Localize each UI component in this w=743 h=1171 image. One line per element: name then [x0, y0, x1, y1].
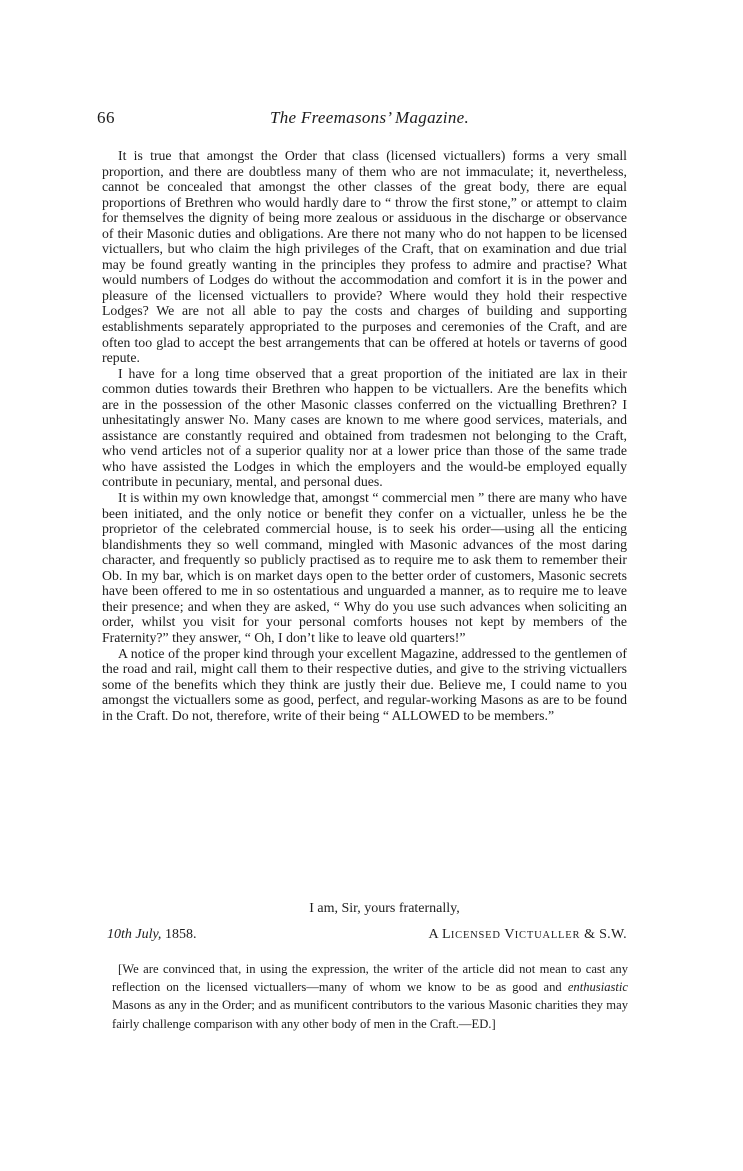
- paragraph-1: It is true that amongst the Order that class (licensed victuallers) forms a very small proportion, and there are doubtless many of them who are not immaculate; it, nevertheless, cannot be concealed that amongst the other classes of the great body, there are equal proportions of Brethren who would hardly dare to “ throw the first stone,” or attempt to claim for themselves the dignity of being more zealous or assiduous in the discharge or observance of their Masonic duties and obligations. Are there not many who do not happen to be licensed victuallers, but who claim the high privileges of the Craft, that on examination and due trial may be found greatly wanting in the principles they profess to admire and practise? What would numbers of Lodges do without the accommodation and comfort it is in the power and pleasure of the licensed victuallers to provide? Where would they hold their respective Lodges? We are not all able to pay the costs and charges of building and supporting establishments separately appropriated to the purposes and ceremonies of the Craft, and are often too glad to accept the best arrangements that can be offered at hotels or taverns of good repute.: [102, 148, 627, 366]
- running-head: [97, 108, 642, 134]
- signature-rest: & S.W.: [580, 927, 627, 942]
- signature-small-caps-1: ICENSED: [450, 930, 501, 941]
- paragraph-4: A notice of the proper kind through your excellent Magazine, addressed to the gentlemen of the road and rail, might call them to their respective duties, and give to the striving victuallers some of the benefits which they think are justly their due. Believe me, I could name to you amongst the victuallers some as good, perfect, and regular-working Masons as are to be found in the Craft. Do not, therefore, write of their being “ ALLOWED to be members.”: [102, 645, 627, 723]
- editor-note-text-2: Masons as any in the Order; and as munificent contributors to the various Masonic charities they may fairly challenge comparison with any other body of men in the Craft.—ED.]: [112, 998, 628, 1031]
- signature-v: V: [500, 927, 515, 942]
- page-number: 66: [97, 108, 115, 127]
- salutation: I am, Sir, yours fraternally,: [309, 901, 460, 916]
- letter-body: [102, 148, 627, 723]
- letter-closing: [102, 901, 627, 945]
- editor-note: [112, 960, 628, 1033]
- signature-small-caps-2: ICTUALLER: [514, 930, 581, 941]
- paragraph-3: It is within my own knowledge that, amongst “ commercial men ” there are many who have been initiated, and the only notice or benefit they confer on a victualler, unless he be the proprietor of the celebrated commercial house, is to seek his order—using all the enticing blandishments they so well command, mingled with Masonic advances of the most daring character, and frequently so publicly practised as to require me to ask them to remember their Ob. In my bar, which is on market days open to the better order of customers, Masonic secrets have been offered to me in so ostentatious and unguarded a manner, as to require me to leave their presence; and when they are asked, “ Why do you use such advances when soliciting an order, whilst you visit for your personal comforts houses not kept by members of the Fraternity?” they answer, “ Oh, I don’t like to leave old quarters!”: [102, 490, 627, 645]
- editor-note-italic: enthusiastic: [567, 980, 628, 995]
- signature: [429, 927, 627, 944]
- letter-date-day: 10th July,: [107, 927, 162, 942]
- editor-note-text-1: [We are convinced that, in using the expression, the writer of the article did not mean to cast any reflection on the licensed victuallers—many of whom we know to be as good and: [112, 962, 628, 995]
- signature-row: [102, 927, 627, 945]
- running-title: The Freemasons’ Magazine.: [269, 108, 470, 127]
- letter-date: [107, 927, 196, 943]
- letter-date-year: 1858.: [161, 927, 197, 942]
- signature-initial: A L: [428, 927, 451, 942]
- paragraph-2: I have for a long time observed that a great proportion of the initiated are lax in their common duties towards their Brethren who happen to be victuallers. Are the benefits which are in the possession of the other Masonic classes conferred on the victualling Brethren? I unhesitatingly answer No. Many cases are known to me where good services, materials, and assistance are constantly required and obtained from tradesmen not belonging to the Craft, who vend articles not of a superior quality nor at a lower price than those of the same trade who have assisted the Lodges in which the employers and the would-be employed equally contribute in pecuniary, mental, and personal dues.: [102, 365, 627, 490]
